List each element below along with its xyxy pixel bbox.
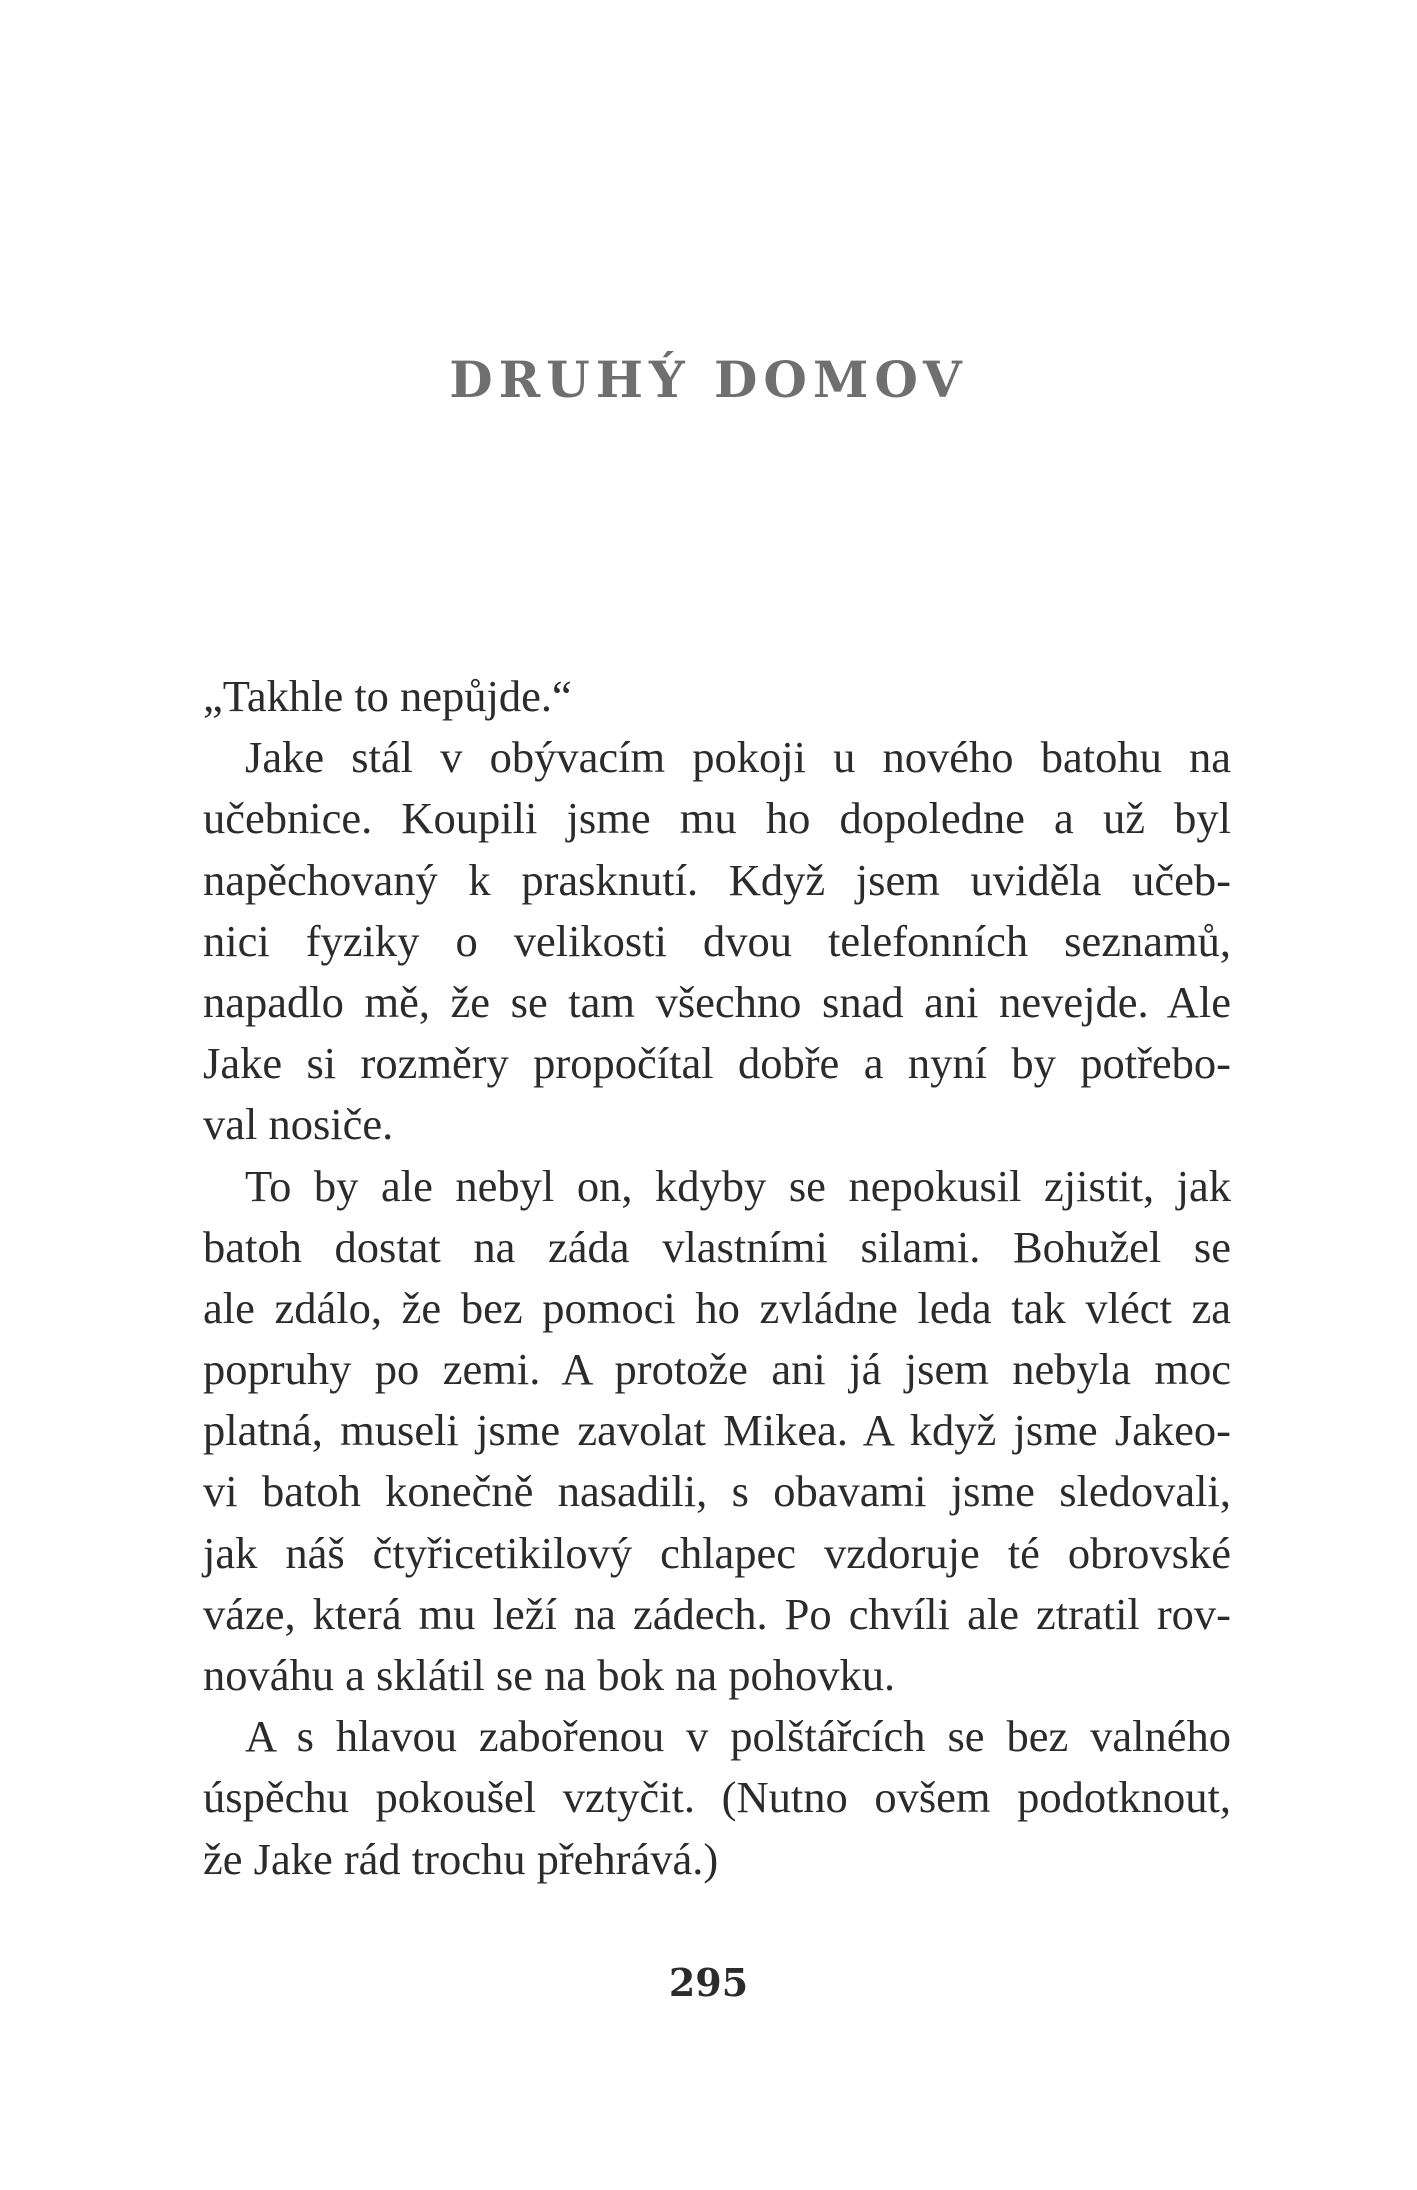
text-line: nici fyziky o velikosti dvou telefonních seznamů, (203, 915, 1231, 966)
text-line: úspěchu pokoušel vztyčit. (Nutno ovšem podotknout, (203, 1772, 1231, 1823)
text-line: ale zdálo, že bez pomoci ho zvládne leda tak vléct za (203, 1282, 1231, 1333)
text-line: Jake si rozměry propočítal dobře a nyní by potřebo- (203, 1038, 1231, 1089)
text-line: platná, museli jsme zavolat Mikea. A když jsme Jakeo- (203, 1405, 1231, 1456)
text-line: A s hlavou zabořenou v polštářcích se bez valného (245, 1711, 1231, 1762)
text-line: napěchovaný k prasknutí. Když jsem uviděla učeb- (203, 854, 1231, 905)
text-line: váze, která mu leží na zádech. Po chvíli ale ztratil rov- (203, 1588, 1231, 1639)
text-line: vi batoh konečně nasadili, s obavami jsme sledovali, (203, 1466, 1231, 1517)
text-line: „Takhle to nepůjde.“ (203, 671, 572, 721)
text-line: popruhy po zemi. A protože ani já jsem nebyla moc (203, 1344, 1231, 1395)
text-line: učebnice. Koupili jsme mu ho dopoledne a už byl (203, 793, 1231, 844)
text-line: To by ale nebyl on, kdyby se nepokusil zjistit, jak (245, 1160, 1231, 1211)
text-line: val nosiče. (203, 1099, 394, 1150)
text-line: že Jake rád trochu přehrává.) (203, 1833, 719, 1884)
text-line: Jake stál v obývacím pokoji u nového batohu na (245, 732, 1231, 783)
text-line: batoh dostat na záda vlastními silami. Bohužel se (203, 1221, 1231, 1272)
text-line: jak náš čtyřicetikilový chlapec vzdoruje té obrovské (203, 1527, 1231, 1578)
chapter-title: DRUHÝ DOMOV (449, 350, 968, 409)
body-text (203, 666, 1231, 1890)
text-line: napadlo mě, že se tam všechno snad ani nevejde. Ale (203, 976, 1231, 1027)
text-line: nováhu a sklátil se na bok na pohovku. (203, 1650, 896, 1700)
page-number: 295 (668, 1960, 749, 2005)
